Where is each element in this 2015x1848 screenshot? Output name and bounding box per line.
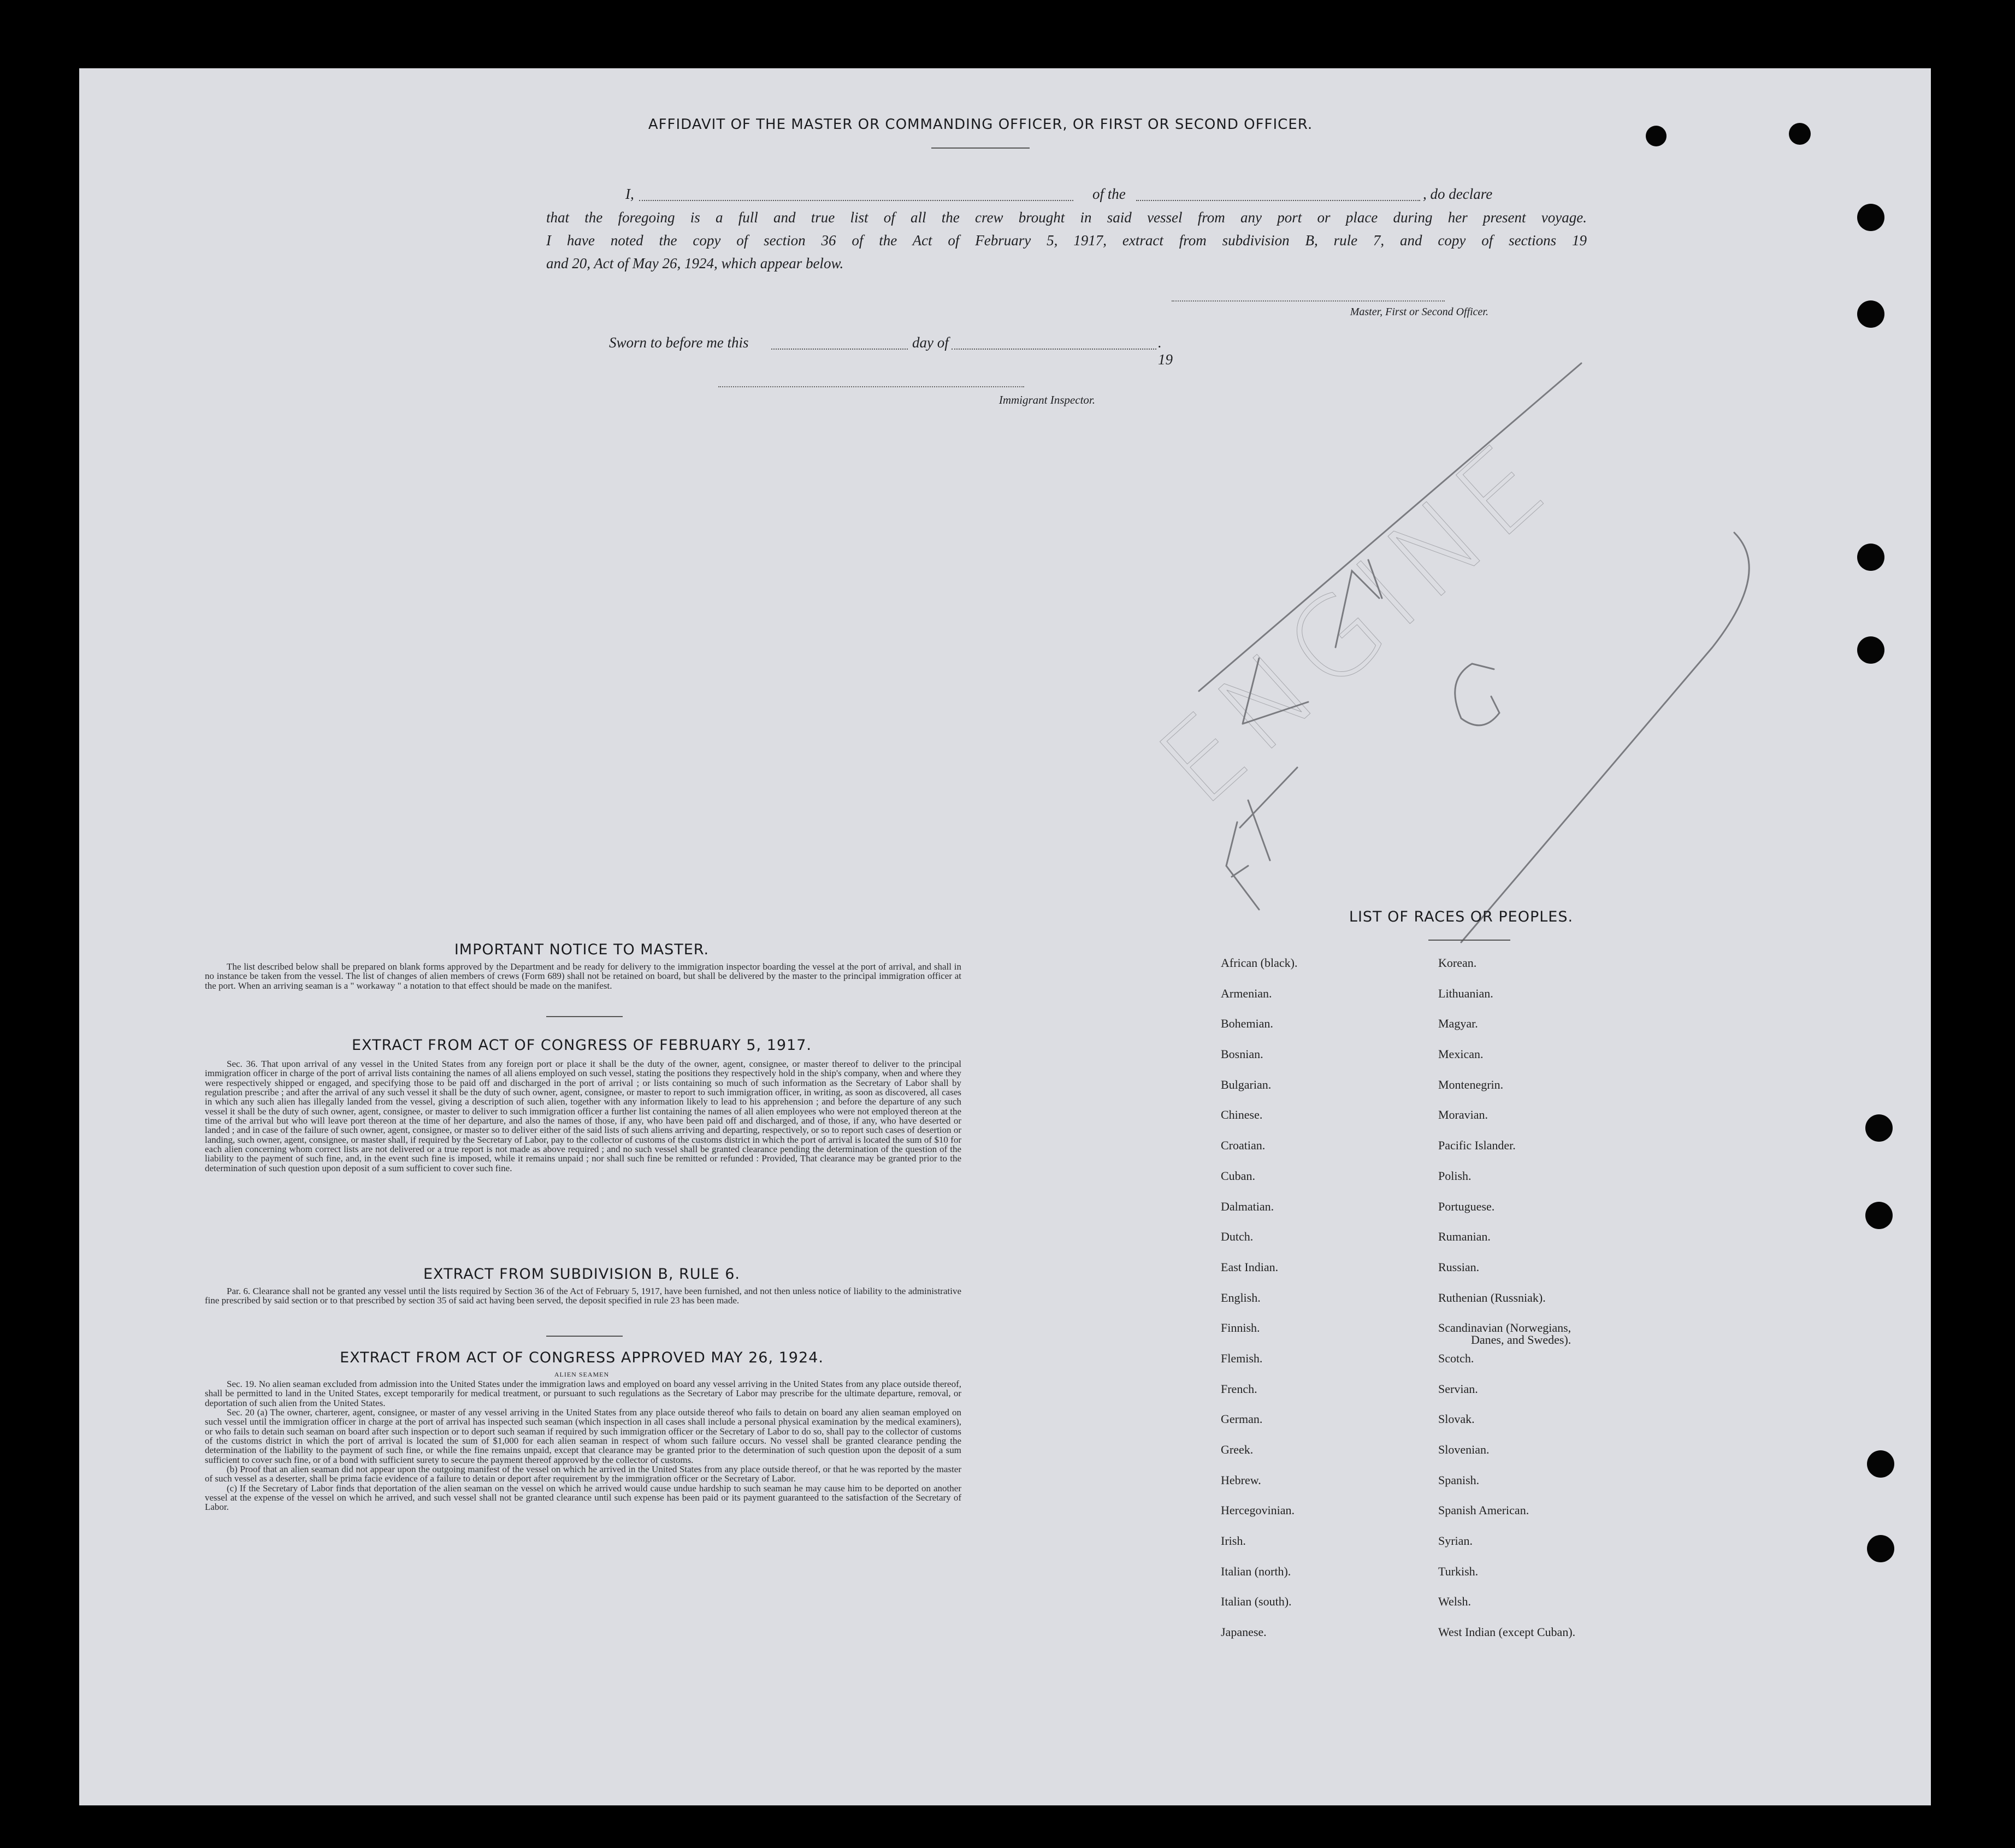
title-rule: [931, 147, 1030, 149]
race-item: French.: [1221, 1381, 1257, 1396]
sworn-month-field[interactable]: [952, 349, 1156, 350]
alien-seamen-subtitle: ALIEN SEAMEN: [554, 1371, 610, 1378]
affidavit-line-3: I have noted the copy of section 36 of the Act of February 5, 1917, extract from subdivision B, rule 7, and copy of sections 19: [546, 232, 1587, 249]
race-item: Slovak.: [1438, 1412, 1475, 1426]
race-item: Korean.: [1438, 956, 1477, 970]
punch-hole: [1857, 204, 1884, 231]
master-signature-label: Master, First or Second Officer.: [1350, 306, 1488, 318]
race-item: Italian (north).: [1221, 1564, 1291, 1578]
vessel-name-field[interactable]: [1136, 200, 1420, 201]
race-item: English.: [1221, 1290, 1261, 1304]
punch-hole: [1857, 636, 1884, 664]
affidavit-line-4: and 20, Act of May 26, 1924, which appear below.: [546, 255, 844, 271]
race-item: Armenian.: [1221, 986, 1272, 1000]
extract-1924-title: EXTRACT FROM ACT OF CONGRESS APPROVED MAY 26, 1924.: [340, 1349, 824, 1366]
punch-hole: [1867, 1535, 1894, 1562]
punch-hole: [1646, 126, 1667, 146]
sworn-label: Sworn to before me this: [609, 334, 749, 351]
declarant-name-field[interactable]: [639, 200, 1073, 201]
sec20c-paragraph: (c) If the Secretary of Labor finds that deportation of the alien seaman on the vessel on which he arrived would cause undue hardship to such seaman he may cause him to be deported on another vessel at the expense of the vessel on which he arrived, and such vessel shall not be granted clearance until such expense has been paid or its payment guaranteed to the satisfaction of the Secretary of Labor.: [205, 1483, 961, 1513]
section-rule: [546, 1336, 623, 1337]
race-item: Rumanian.: [1438, 1230, 1491, 1244]
punch-hole: [1865, 1114, 1893, 1142]
notice-text: [205, 962, 961, 990]
rule6-title: EXTRACT FROM SUBDIVISION B, RULE 6.: [423, 1266, 740, 1283]
pencil-note: ENGINE: [1136, 415, 1576, 829]
affidavit-line-2: that the foregoing is a full and true list of all the crew brought in said vessel from any port or place during her present voyage.: [546, 209, 1587, 226]
race-item: Montenegrin.: [1438, 1077, 1504, 1091]
race-item: German.: [1221, 1412, 1263, 1426]
race-item: Mexican.: [1438, 1047, 1484, 1061]
race-item: Hebrew.: [1221, 1473, 1261, 1487]
sec20b-paragraph: (b) Proof that an alien seaman did not appear upon the outgoing manifest of the vessel on which he arrived in the United States from any place outside thereof, or that he was reported by the master of such vessel as a deserter, shall be prima facie evidence of a failure to detain or deport after requirement by the immigration officer or the Secretary of Labor.: [205, 1463, 961, 1484]
race-item: Cuban.: [1221, 1168, 1255, 1183]
race-item: [1438, 1321, 1575, 1351]
punch-hole: [1867, 1450, 1894, 1478]
race-item: Turkish.: [1438, 1564, 1479, 1578]
race-item: Finnish.: [1221, 1321, 1260, 1335]
sec20a-paragraph: Sec. 20 (a) The owner, charterer, agent, consignee, or master of any vessel arriving in the United States from any place outside thereof who fails to detain on board any alien seaman employed on such vessel until the immigration officer in charge at the port of arrival has inspected such seaman (which inspection in all cases shall include a personal physical examination by the medical examiners), or who fails to detain such seaman on board after such inspection or to deport such seaman if required by such immigration officer or the Secretary of Labor to do so, shall pay to the collector of customs of the customs district in which the port of arrival is located the sum of $1,000 for each alien seaman in respect of whom such failure occurs. No vessel shall be granted clearance pending the determination of the liability to the payment of such fine, or while the fine remains unpaid, except that clearance may be granted prior to the determination of such question upon the deposit of a sum sufficient to cover such fine, or of a bond with sufficient surety to secure the payment thereof approved by the collector of customs.: [205, 1407, 961, 1465]
do-declare-label: , do declare: [1423, 186, 1493, 202]
year-label: . 19: [1158, 334, 1173, 368]
race-item: Chinese.: [1221, 1108, 1263, 1122]
race-item: East Indian.: [1221, 1260, 1279, 1274]
race-item: Portuguese.: [1438, 1199, 1495, 1213]
document-page: [79, 68, 1931, 1805]
extract-1917-title: EXTRACT FROM ACT OF CONGRESS OF FEBRUARY 5, 1917.: [352, 1037, 812, 1054]
race-item: Magyar.: [1438, 1017, 1478, 1031]
extract-1917-paragraph: Sec. 36. That upon arrival of any vessel in the United States from any foreign port or place it shall be the duty of the owner, agent, consignee, or master thereof to deliver to the principal immigration officer in charge of the port of arrival lists containing the names of all aliens employed on such vessel, stating the positions they respectively hold in the ship's company, when and where they were respectively shipped or engaged, and specifying those to be paid off and discharged in the port of arrival ; or lists containing so much of such information as the Secretary of Labor shall by regulation prescribe ; and after the arrival of any such vessel it shall be the duty of such owner, agent, consignee, or master to report to such immigration officer, in writing, as soon as discovered, all cases in which any such alien has illegally landed from the vessel, giving a description of such alien, together with any information likely to lead to his apprehension ; and before the departure of any such vessel it shall be the duty of such owner, agent, consignee, or master to deliver to such immigration officer a further list containing the names of all alien employees who were not employed thereon at the time of the arrival but who will leave port thereon at the time of her departure, and also the names of those, if any, who have been paid off and discharged, and of those, if any, who have deserted or landed ; and in case of the failure of such owner, agent, consignee, or master so to deliver either of the said lists of such aliens arriving and departing, respectively, or so to report such cases of desertion or landing, such owner, agent, consignee, or master shall, if required by the Secretary of Labor, pay to the collector of customs of the customs district in which the port of arrival is located the sum of $10 for each alien concerning whom correct lists are not delivered or a true report is not made as above required ; and no such vessel shall be granted clearance pending the determination of the question of the liability to the payment of such fine, and, in the event such fine is imposed, while it remains unpaid ; nor shall such fine be remitted or refunded : Provided, That clearance may be granted prior to the determination of such question upon deposit of a sum sufficient to cover such fine.: [205, 1059, 961, 1173]
race-item: Syrian.: [1438, 1534, 1473, 1548]
sec19-paragraph: Sec. 19. No alien seaman excluded from admission into the United States under the immigration laws and employed on board any vessel arriving in the United States from any place outside thereof, shall be permitted to land in the United States, except temporarily for medical treatment, or pursuant to such regulations as the Secretary of Labor may prescribe for the ultimate departure, removal, or deportation of such alien from the United States.: [205, 1379, 961, 1408]
rule6-text: [205, 1286, 961, 1306]
race-item: Scotch.: [1438, 1351, 1474, 1365]
punch-hole: [1857, 544, 1884, 571]
extract-1924-text: [205, 1379, 961, 1512]
punch-hole: [1857, 300, 1884, 328]
section-rule: [546, 1016, 623, 1017]
race-item: Bohemian.: [1221, 1017, 1273, 1031]
day-of-label: day of: [912, 334, 949, 351]
master-signature-line[interactable]: [1172, 300, 1445, 302]
races-left-column: [1221, 956, 1297, 1656]
race-item: Dutch.: [1221, 1230, 1254, 1244]
extract-1917-text: [205, 1059, 961, 1173]
race-item-continuation: Danes, and Swedes).: [1471, 1333, 1571, 1347]
race-item: Ruthenian (Russniak).: [1438, 1290, 1546, 1304]
race-item: Spanish American.: [1438, 1503, 1529, 1518]
race-item: Lithuanian.: [1438, 986, 1493, 1000]
race-item-text: Scandinavian (Norwegians,: [1438, 1321, 1571, 1335]
race-item: Hercegovinian.: [1221, 1503, 1295, 1518]
race-item: Welsh.: [1438, 1595, 1471, 1609]
inspector-signature-line[interactable]: [718, 386, 1024, 387]
race-item: Servian.: [1438, 1381, 1478, 1396]
notice-title: IMPORTANT NOTICE TO MASTER.: [454, 941, 710, 958]
race-item: Pacific Islander.: [1438, 1138, 1516, 1153]
race-item: Russian.: [1438, 1260, 1480, 1274]
races-title-rule: [1428, 940, 1510, 941]
race-item: Greek.: [1221, 1443, 1254, 1456]
race-item: African (black).: [1221, 956, 1298, 970]
race-item: Bosnian.: [1221, 1047, 1263, 1061]
inspector-signature-label: Immigrant Inspector.: [998, 393, 1095, 406]
race-item: Irish.: [1221, 1534, 1246, 1548]
of-the-label: of the: [1092, 186, 1126, 202]
race-item: Moravian.: [1438, 1108, 1488, 1122]
race-item: Bulgarian.: [1221, 1077, 1272, 1091]
sworn-day-field[interactable]: [771, 349, 908, 350]
notice-paragraph: The list described below shall be prepared on blank forms approved by the Department and be ready for delivery to the immigration inspector boarding the vessel at the port of arrival, and shall in no instance be taken from the vessel. The list of changes of alien members of crews (Form 689) shall not be retained on board, but shall be delivered by the master to the principal immigration officer at the port. When an arriving seaman is a " workaway " a notation to that effect should be made on the manifest.: [205, 961, 961, 991]
race-item: Croatian.: [1221, 1138, 1266, 1153]
race-item: Spanish.: [1438, 1473, 1480, 1487]
races-title: LIST OF RACES OR PEOPLES.: [1349, 908, 1574, 925]
race-item: Flemish.: [1221, 1351, 1263, 1365]
punch-hole: [1789, 123, 1811, 145]
race-item: Italian (south).: [1221, 1595, 1292, 1609]
races-right-column: [1438, 956, 1575, 1656]
race-item: West Indian (except Cuban).: [1438, 1625, 1576, 1639]
punch-hole: [1865, 1202, 1893, 1229]
affidavit-i: I,: [625, 186, 634, 202]
race-item: Japanese.: [1221, 1625, 1267, 1639]
race-item: Dalmatian.: [1221, 1199, 1274, 1213]
rule6-paragraph: Par. 6. Clearance shall not be granted any vessel until the lists required by Section 36 of the Act of February 5, 1917, have been furnished, and not then unless notice of liability to the administrative fine prescribed by said section or to that prescribed by section 35 of said act having been served, the deposit specified in rule 23 has been made.: [205, 1286, 961, 1306]
affidavit-title: AFFIDAVIT OF THE MASTER OR COMMANDING OFFICER, OR FIRST OR SECOND OFFICER.: [648, 116, 1313, 133]
race-item: Polish.: [1438, 1168, 1472, 1183]
race-item: Slovenian.: [1438, 1443, 1490, 1456]
